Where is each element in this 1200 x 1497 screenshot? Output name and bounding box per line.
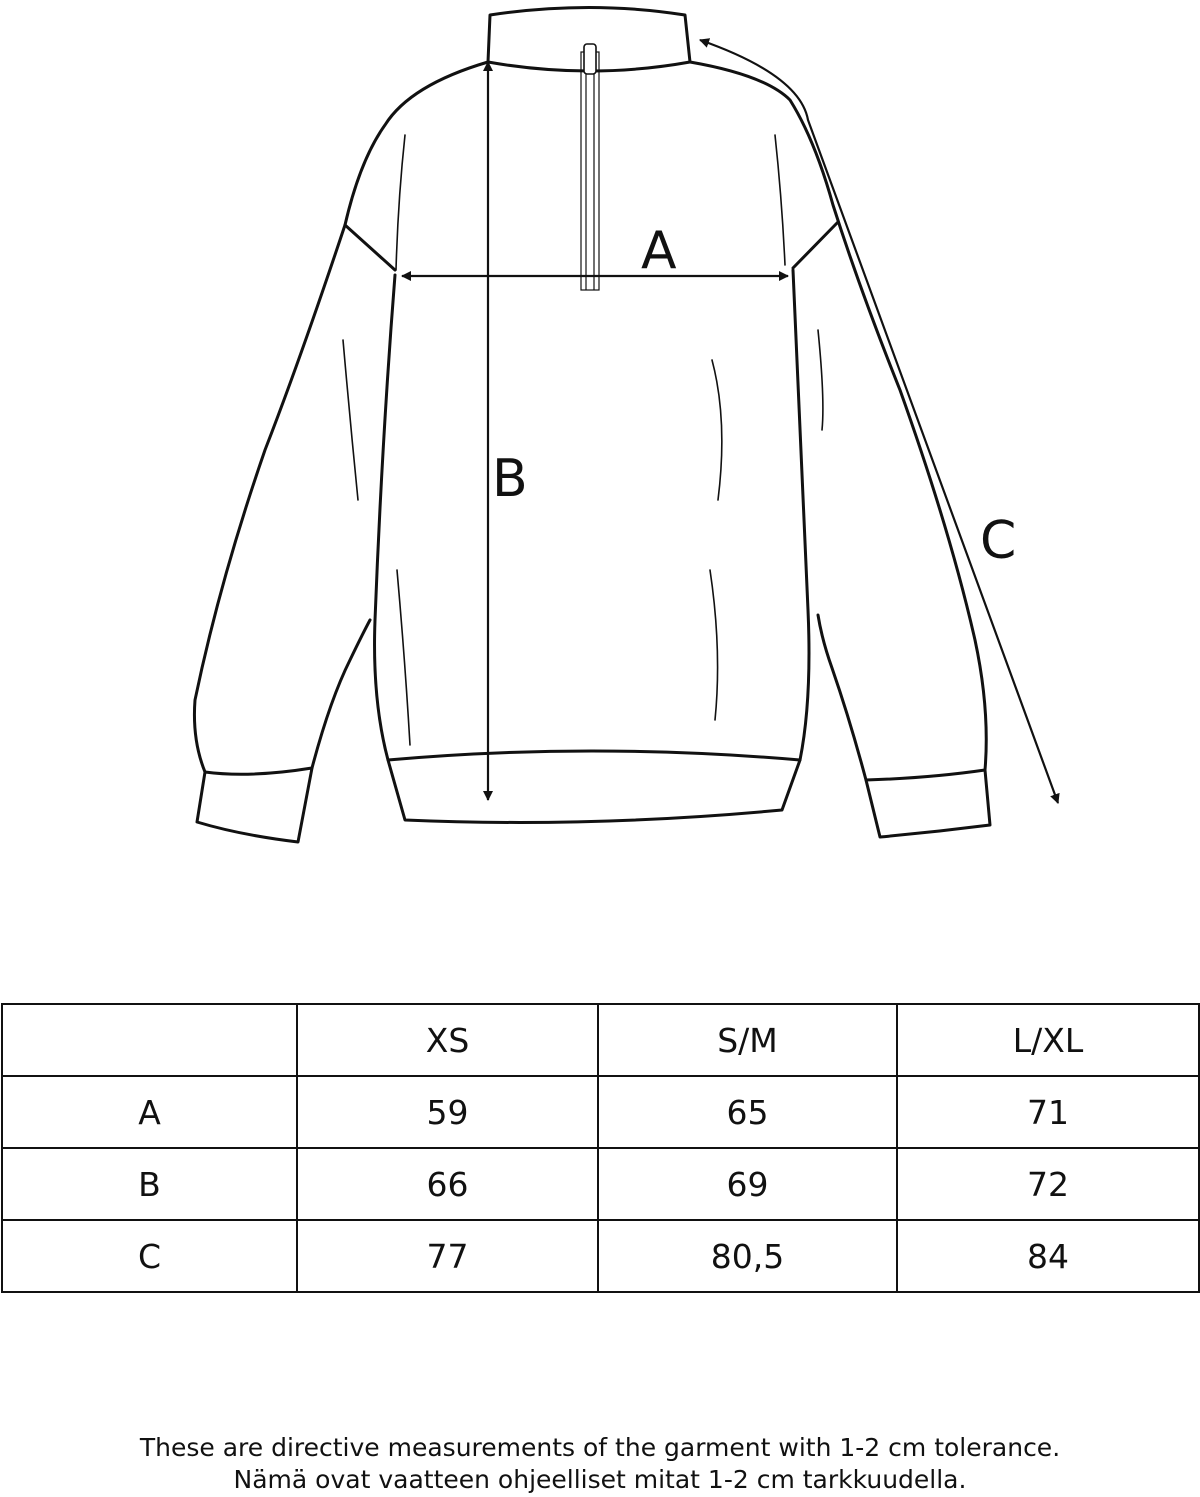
measurement-arrows bbox=[402, 40, 1058, 803]
right-cuff bbox=[866, 770, 990, 837]
row-label: A bbox=[2, 1076, 297, 1148]
table-row bbox=[2, 1220, 1199, 1292]
label-a: A bbox=[641, 221, 677, 281]
left-sleeve-outer bbox=[194, 62, 488, 772]
table-cell: 59 bbox=[297, 1076, 598, 1148]
table-row bbox=[2, 1148, 1199, 1220]
waistband bbox=[388, 751, 800, 822]
table-cell: 69 bbox=[598, 1148, 897, 1220]
table-cell: 66 bbox=[297, 1148, 598, 1220]
footnote bbox=[0, 1432, 1200, 1496]
label-b: B bbox=[492, 449, 528, 509]
fold-lines bbox=[343, 135, 823, 745]
header-cell-s-m: S/M bbox=[598, 1004, 897, 1076]
sweatshirt-outline bbox=[194, 8, 990, 843]
table-cell: 71 bbox=[897, 1076, 1199, 1148]
row-label: B bbox=[2, 1148, 297, 1220]
zipper-pull-icon bbox=[584, 44, 596, 74]
left-body-side bbox=[375, 275, 395, 760]
table-header-row bbox=[2, 1004, 1199, 1076]
table-cell: 77 bbox=[297, 1220, 598, 1292]
table-cell: 72 bbox=[897, 1148, 1199, 1220]
table-cell: 80,5 bbox=[598, 1220, 897, 1292]
size-table bbox=[1, 1003, 1200, 1293]
right-sleeve-inner bbox=[818, 615, 866, 780]
header-cell-l-xl: L/XL bbox=[897, 1004, 1199, 1076]
header-cell-xs: XS bbox=[297, 1004, 598, 1076]
zipper bbox=[581, 44, 599, 290]
label-c: C bbox=[980, 511, 1017, 571]
left-cuff bbox=[197, 768, 312, 842]
right-armhole-seam bbox=[793, 222, 838, 268]
footnote-finnish: Nämä ovat vaatteen ohjeelliset mitat 1-2 cm tarkkuudella. bbox=[233, 1465, 967, 1494]
table-cell: 84 bbox=[897, 1220, 1199, 1292]
right-sleeve-outer bbox=[690, 62, 986, 770]
table-cell: 65 bbox=[598, 1076, 897, 1148]
arrow-c bbox=[700, 40, 1058, 803]
header-cell-empty bbox=[2, 1004, 297, 1076]
left-sleeve-inner bbox=[312, 620, 370, 768]
row-label: C bbox=[2, 1220, 297, 1292]
footnote-english: These are directive measurements of the garment with 1-2 cm tolerance. bbox=[139, 1433, 1061, 1462]
table-row bbox=[2, 1076, 1199, 1148]
left-armhole-seam bbox=[345, 225, 395, 270]
right-body-side bbox=[793, 270, 809, 760]
